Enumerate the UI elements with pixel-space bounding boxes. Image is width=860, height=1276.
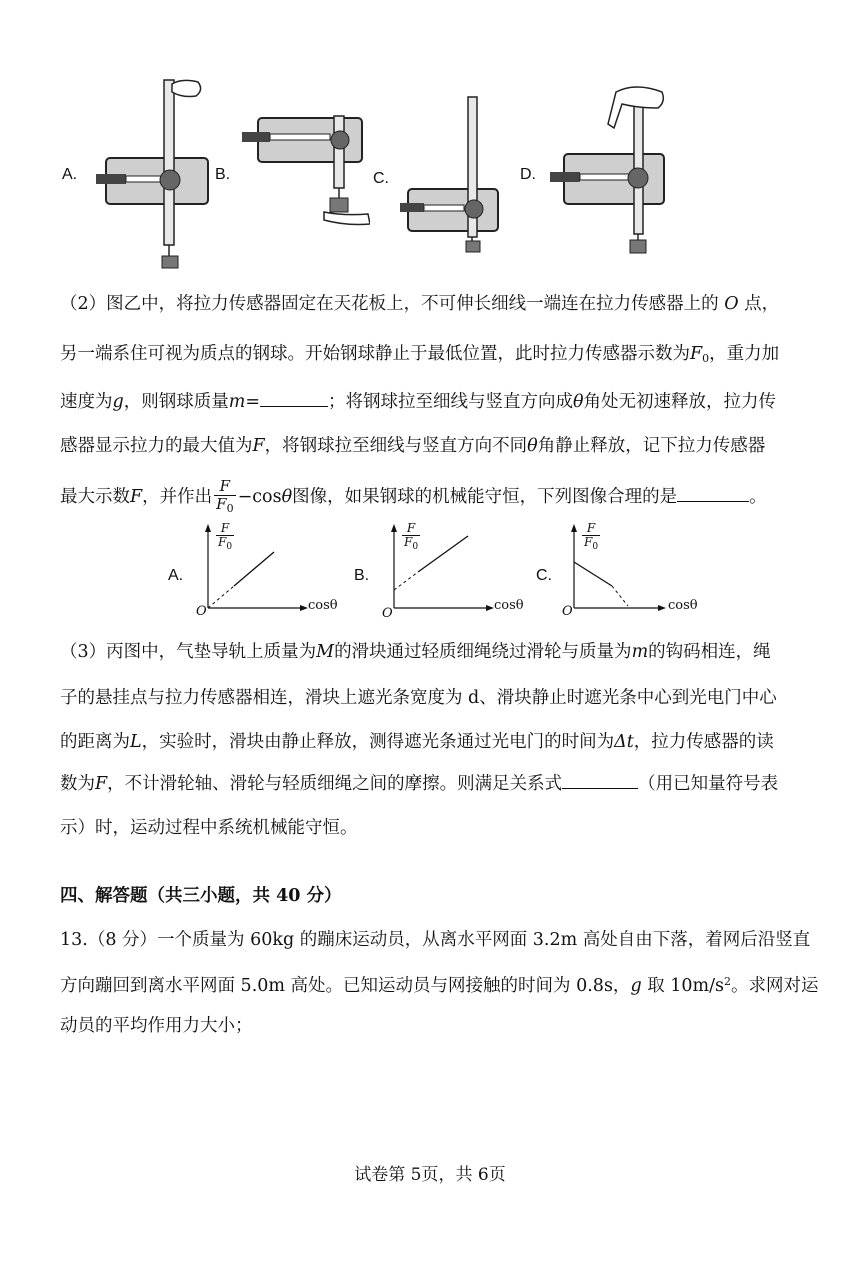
- page-footer: 试卷第 5页，共 6页: [354, 1165, 506, 1185]
- graph-label-c: C.: [536, 567, 552, 584]
- option-label-b: B.: [215, 166, 231, 183]
- q13-line-3: 动员的平均作用力大小；: [60, 1016, 253, 1036]
- graph-label-b: B.: [354, 567, 370, 584]
- graph-c-dashed-extension: [612, 586, 628, 606]
- q13-line-2: 方向蹦回到离水平网面 5.0m 高处。已知运动员与网接触的时间为 0.8s，g 取 $10m/s^2$。求网对运: [60, 975, 819, 996]
- figure-b-spring-scale-hand: [240, 112, 370, 227]
- fraction-f-over-f0: $\frac{F}{F_0}$: [216, 477, 234, 515]
- figure-c-spring-scale-hand: [398, 95, 508, 255]
- figure-d-spring-scale-hand: [546, 84, 670, 259]
- graph-a-origin: O: [196, 604, 207, 619]
- option-label-c: C.: [373, 170, 389, 187]
- part2-line-4: 感器显示拉力的最大值为F，将钢球拉至细线与竖直方向不同θ角静止释放，记下拉力传感器: [60, 436, 766, 456]
- graph-c-line: [574, 562, 612, 586]
- part3-line-3: 的距离为L，实验时，滑块由静止释放，测得遮光条通过光电门的时间为Δt，拉力传感器的读: [60, 732, 774, 752]
- part3-line-2: 子的悬挂点与拉力传感器相连，滑块上遮光条宽度为 d、滑块静止时遮光条中心到光电门中心: [60, 688, 777, 708]
- graph-c-x-label: cosθ: [668, 598, 698, 613]
- graph-a-x-label: cosθ: [308, 598, 338, 613]
- graph-b-origin: O: [382, 606, 393, 621]
- graph-label-a: A.: [168, 567, 184, 584]
- part3-line-4: 数为F，不计滑轮轴、滑轮与轻质细绳之间的摩擦。则满足关系式 （用已知量符号表: [60, 774, 779, 794]
- option-label-a: A.: [62, 166, 78, 183]
- figure-a-spring-scale-hand: [92, 78, 212, 273]
- graph-a: $\frac{F}{F_0}$ O cosθ: [196, 521, 338, 619]
- graph-b-x-label: cosθ: [494, 598, 524, 613]
- answer-blank-graph-choice[interactable]: [677, 485, 749, 502]
- part2-line-5: 最大示数F，并作出 $\frac{F}{F_0}$ −cosθ图像，如果钢球的机械能守恒，下列图像合理的是 。: [60, 477, 767, 515]
- q13-line-1: 13.（8 分）一个质量为 60kg 的蹦床运动员，从离水平网面 3.2m 高处自由下落，着网后沿竖直: [60, 930, 811, 950]
- part2-line-2: 另一端系住可视为质点的钢球。开始钢球静止于最低位置，此时拉力传感器示数为$F_0$，重力加: [60, 344, 780, 365]
- option-label-d: D.: [520, 166, 536, 183]
- answer-blank-relation[interactable]: [562, 772, 638, 789]
- part3-line-1: （3）丙图中，气垫导轨上质量为M的滑块通过轻质细绳绕过滑轮与质量为m的钩码相连，绳: [60, 642, 771, 662]
- part3-line-5: 示）时，运动过程中系统机械能守恒。: [60, 818, 358, 838]
- graph-a-dashed-extension: [208, 586, 234, 608]
- graph-b-line: [418, 536, 468, 572]
- graph-c: $\frac{F}{F_0}$ O cosθ: [562, 521, 698, 619]
- graph-b: $\frac{F}{F_0}$ O cosθ: [382, 521, 524, 621]
- part2-line-3: 速度为g，则钢球质量m= ；将钢球拉至细线与竖直方向成θ角处无初速释放，拉力传: [60, 392, 777, 412]
- graph-c-origin: O: [562, 604, 573, 619]
- section-4-heading: 四、解答题（共三小题，共 40 分）: [60, 886, 342, 906]
- graph-b-dashed-extension: [394, 572, 418, 590]
- answer-blank-mass[interactable]: [260, 390, 328, 407]
- part2-line-1: （2）图乙中，将拉力传感器固定在天花板上，不可伸长细线一端连在拉力传感器上的 O 点，: [60, 294, 780, 314]
- graph-a-line: [234, 552, 274, 586]
